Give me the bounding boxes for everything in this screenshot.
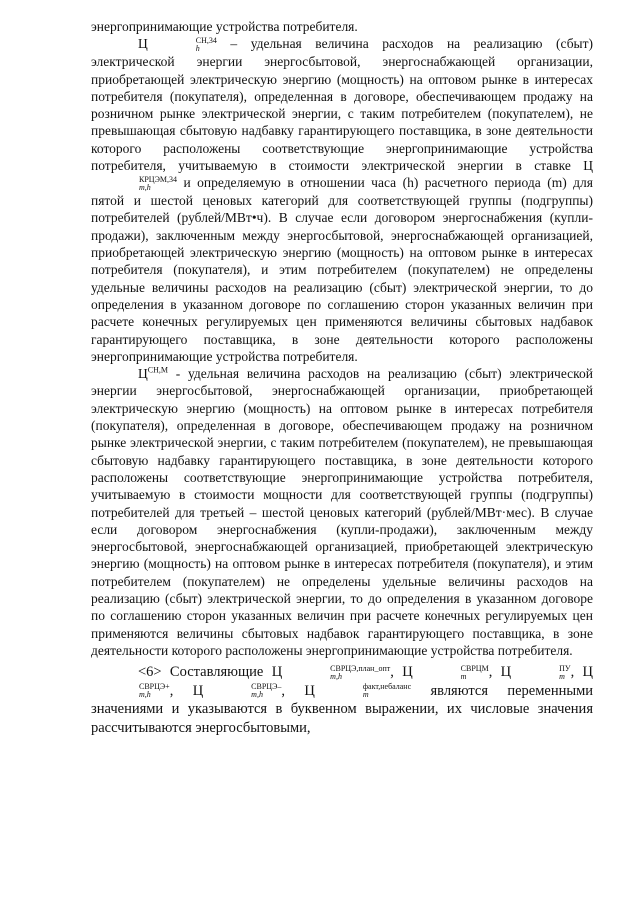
dash: – <box>230 36 238 52</box>
definition-text-b: и определяемую в отношении часа (h) расчетного периода (m) для пятой и шестой ценовых категорий для соответствующей группы (подгруппы) потребителей (рублей/МВт•ч). В случае если договором энергоснабжения (купли-продажи), заключенным между энергосбытовой, энергоснабжающей организацией, приобретающей электрическую энергию (мощность) на оптовом рынке в интересах потребителя (покупателя), и этим потребителем (покупателем) не определены удельные величины расходов на реализацию (сбыт) электрической энергии, то до определения в указанном договоре по соглашению сторон указанных величин при расчете конечных регулируемых цен применяются величины сбытовых надбавок гарантирующего поставщика, в зоне деятельности которого расположены энергопринимающие устройства потребителя. <box>91 175 593 364</box>
note-lead: <6> Составляющие <box>138 664 264 681</box>
term-pu: Ц ПУ m , <box>500 663 575 681</box>
term-svrtsm: Ц СВРЦМ m , <box>402 663 493 681</box>
term-fakt-nebalans: Ц факт,небаланс m <box>304 682 412 700</box>
paragraph-snm-definition <box>91 365 593 659</box>
paragraph-note-6 <box>91 663 593 737</box>
definition-text-a: удельная величина расходов на реализацию (сбыт) электрической энергии энергосбытовой, энергоснабжающей организации, приобретающей электрическую энергию (мощность) на оптовом рынке в интересах потребителя (покупателя), определенная в договоре, обеспечивающем продажу на розничном рынке электрической энергии, с таким потребителем (покупателем), не превышающая сбытовую надбавку гарантирующего поставщика, в зоне деятельности которого расположены соответствующие энергопринимающие устройства потребителя, учитываемую в стоимости электрической энергии в ставке <box>91 36 594 173</box>
term-svrtse-plan-opt: Ц СВРЦЭ,план_опт m,h , <box>271 663 394 681</box>
definition-text: удельная величина расходов на реализацию (сбыт) электрической энергии энергосбытовой, энергоснабжающей организации, приобретающей электрическую энергию (мощность) на оптовом рынке в интересах потребителя (покупателя), определенная в договоре, обеспечивающем продажу на розничном рынке электрической энергии, с таким потребителем (покупателем), не превышающая сбытовую надбавку гарантирующего поставщика, в зоне деятельности которого расположены соответствующие энергопринимающие устройства потребителя, учитываемую в стоимости мощности для соответствующей группы (подгруппы) потребителей для третьей – шестой ценовых категорий (рублей/МВт·мес). В случае если договором энергоснабжения (купли-продажи), заключенным между энергосбытовой, энергоснабжающей организацией, приобретающей электрическую энергию (мощность) на оптовом рынке в интересах потребителя (покупателя), и этим потребителем (покупателем) не определены удельные величины расходов на реализацию (сбыт) электрической энергии, то до определения в указанном договоре по соглашению сторон указанных величин при расчете конечных регулируемых цен применяются величины сбытовых надбавок гарантирующего поставщика, в зоне деятельности которого расположены энергопринимающие устройства потребителя. <box>91 366 594 658</box>
paragraph-continuation: энергопринимающие устройства потребителя. <box>91 19 358 34</box>
term-svrtse-plus: Ц СВРЦЭ+ m,h , <box>139 664 594 700</box>
note-text: являются переменными значениями и указываются в буквенном выражении, их числовые значения рассчитываются энергосбытовыми, <box>91 682 594 736</box>
term-svrtse-minus: Ц СВРЦЭ– m,h , <box>192 682 285 700</box>
symbol-ts-sn34: Ц СН,34 h <box>138 36 217 54</box>
document-page <box>91 18 593 737</box>
paragraph-sn34-definition <box>91 35 593 365</box>
dash: - <box>175 366 181 382</box>
symbol-ts-snm: $Ц^{СН,М}$ <box>138 365 168 382</box>
symbol-ts-krtsem34: Ц КРЦЭМ,34 m,h <box>139 157 593 193</box>
